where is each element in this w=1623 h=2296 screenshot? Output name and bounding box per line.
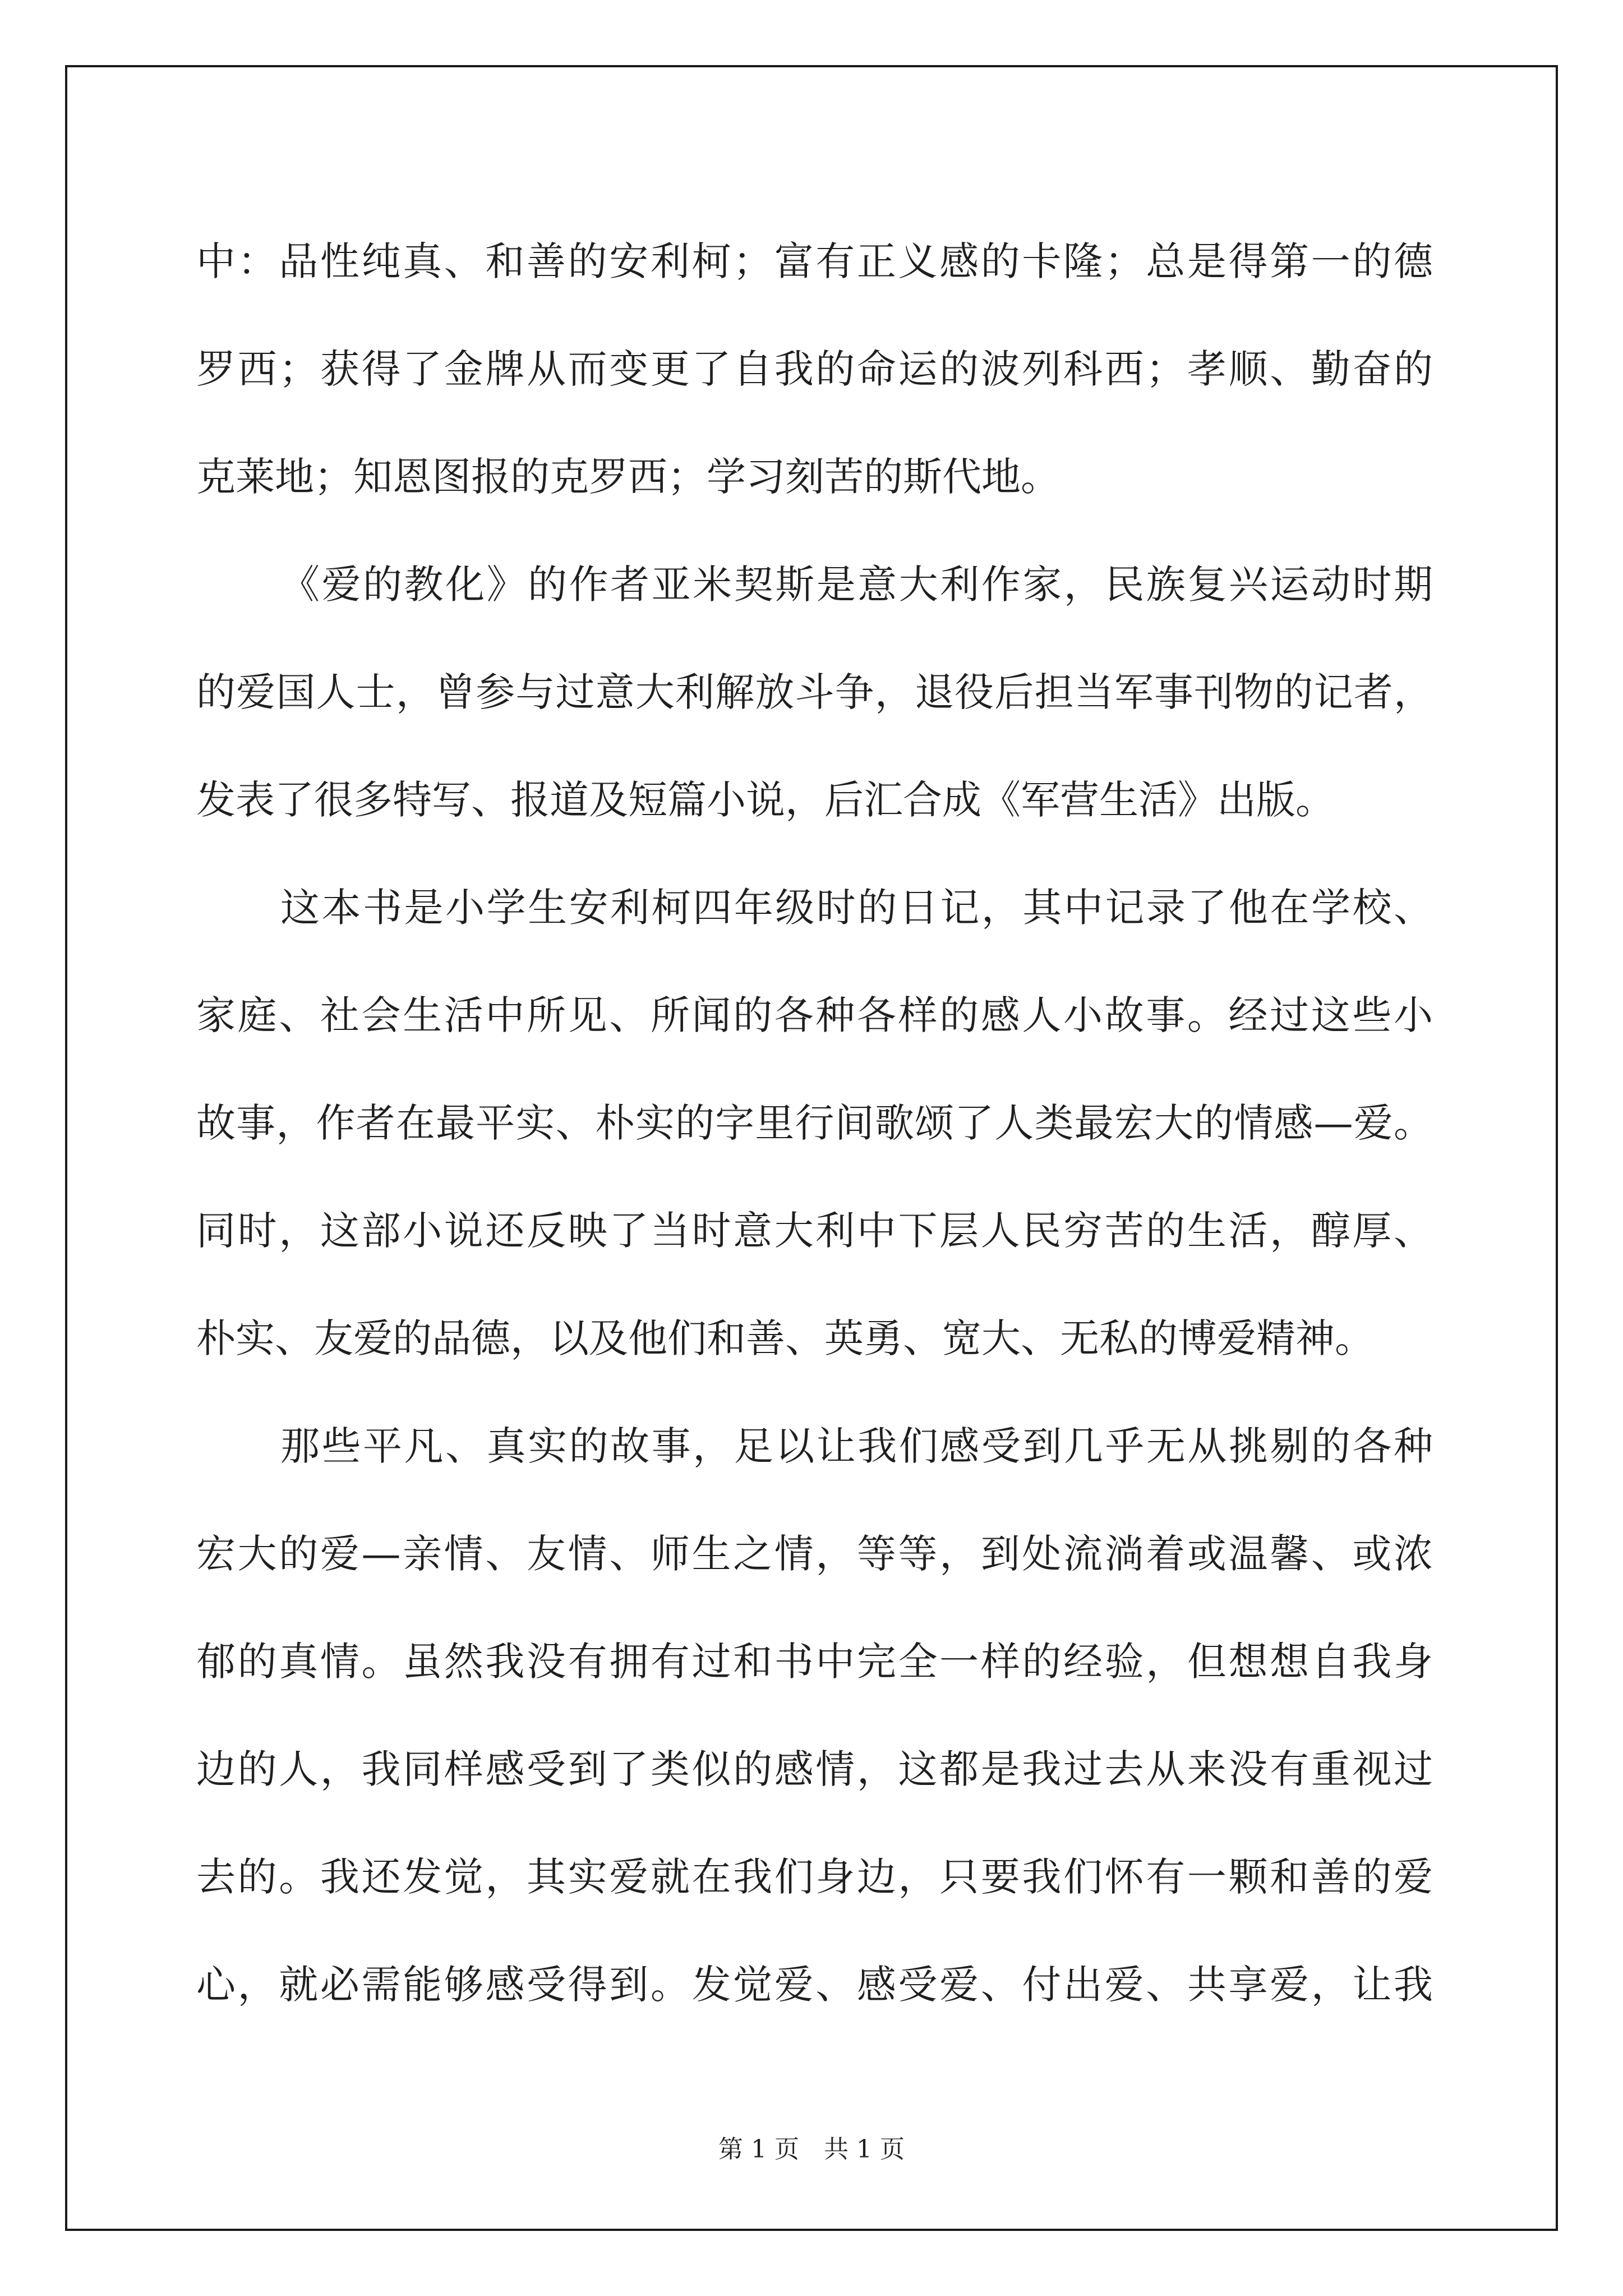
text-line-content: 这本书是小学生安利柯四年级时的日记，其中记录了他在学校、	[280, 885, 1433, 931]
text-line-content: 去的。我还发觉，其实爱就在我们身边，只要我们怀有一颗和善的爱	[196, 1854, 1433, 1900]
text-line	[196, 1608, 1433, 1715]
text-line	[196, 746, 1433, 854]
text-line	[196, 423, 1433, 531]
text-line	[196, 208, 1433, 315]
text-line-content: 心，就必需能够感受得到。发觉爱、感受爱、付出爱、共享爱，让我	[196, 1962, 1433, 2008]
text-line-content: 故事，作者在最平实、朴实的字里行间歌颂了人类最宏大的情感—爱。	[196, 1100, 1433, 1146]
text-line-content: 朴实、友爱的品德，以及他们和善、英勇、宽大、无私的博爱精神。	[196, 1315, 1374, 1361]
text-line	[196, 638, 1433, 746]
text-line-content: 罗西；获得了金牌从而变更了自我的命运的波列科西；孝顺、勤奋的	[196, 346, 1433, 392]
text-line	[196, 1177, 1433, 1285]
text-line	[196, 1285, 1433, 1392]
text-line	[196, 1069, 1433, 1177]
text-line-content: 那些平凡、真实的故事，足以让我们感受到几乎无从挑剔的各种	[280, 1423, 1433, 1469]
text-line	[196, 1715, 1433, 1823]
text-line	[196, 531, 1433, 638]
text-line-content: 发表了很多特写、报道及短篇小说，后汇合成《军营生活》出版。	[196, 777, 1335, 823]
text-line	[196, 1392, 1433, 1500]
text-line-content: 的爱国人士，曾参与过意大利解放斗争，退役后担当军事刊物的记者，	[196, 669, 1433, 715]
text-line	[196, 1823, 1433, 1931]
text-line	[196, 1500, 1433, 1608]
document-body	[196, 208, 1433, 2039]
text-line-content: 中：品性纯真、和善的安利柯；富有正义感的卡隆；总是得第一的德	[196, 238, 1433, 284]
text-line-content: 郁的真情。虽然我没有拥有过和书中完全一样的经验，但想想自我身	[196, 1639, 1433, 1685]
page-footer: 第 1 页 共 1 页	[718, 2135, 905, 2164]
text-line-content: 同时，这部小说还反映了当时意大利中下层人民穷苦的生活，醇厚、	[196, 1208, 1433, 1254]
text-line	[196, 854, 1433, 961]
text-line	[196, 961, 1433, 1069]
text-line-content: 边的人，我同样感受到了类似的感情，这都是我过去从来没有重视过	[196, 1746, 1433, 1792]
text-line	[196, 315, 1433, 423]
text-line	[196, 1931, 1433, 2039]
text-line-content: 家庭、社会生活中所见、所闻的各种各样的感人小故事。经过这些小	[196, 992, 1433, 1038]
text-line-content: 克莱地；知恩图报的克罗西；学习刻苦的斯代地。	[196, 454, 1060, 500]
text-line-content: 《爱的教化》的作者亚米契斯是意大利作家，民族复兴运动时期	[280, 562, 1433, 608]
text-line-content: 宏大的爱—亲情、友情、师生之情，等等，到处流淌着或温馨、或浓	[196, 1531, 1433, 1577]
